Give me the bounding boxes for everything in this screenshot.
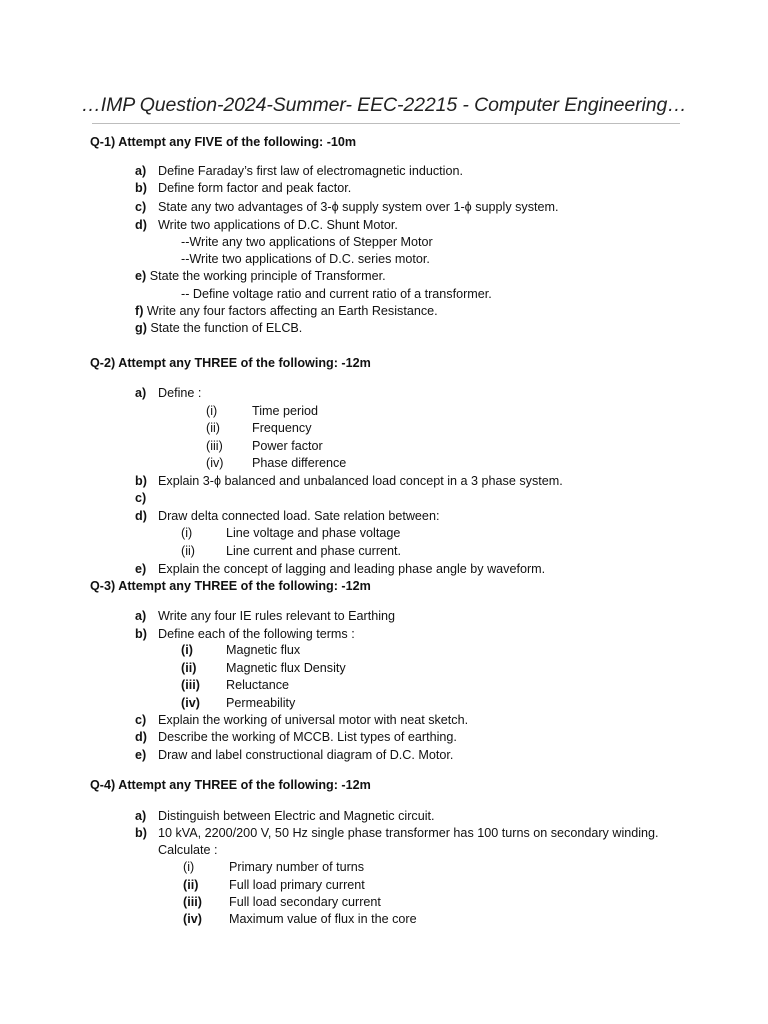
q2-item-a [135, 385, 201, 401]
item-text: Write any four factors affecting an Earth Resistance. [143, 304, 438, 318]
q3-item-c [135, 712, 468, 728]
item-label: b) [135, 474, 147, 488]
q2-a-sub-3 [206, 438, 323, 454]
q4-item-b [135, 825, 659, 841]
q2-heading: Q-2) Attempt any THREE of the following: -12m [90, 356, 371, 370]
sub-label: (ii) [206, 421, 220, 435]
sub-text: Magnetic flux [226, 643, 301, 657]
sub-text: Line voltage and phase voltage [226, 526, 401, 540]
q3-item-d [135, 729, 457, 745]
item-label: f) [135, 304, 144, 318]
q4-b-sub-1 [183, 859, 364, 875]
q3-item-e [135, 747, 453, 763]
q1-item-g [135, 320, 302, 336]
item-text: State any two advantages of 3-ϕ supply system over 1-ϕ supply system. [158, 200, 559, 214]
item-label: a) [135, 164, 147, 178]
q2-a-sub-4 [206, 455, 346, 471]
item-label: a) [135, 609, 147, 623]
sub-label: (iii) [206, 439, 223, 453]
sub-label: (i) [183, 860, 195, 874]
sub-text: Frequency [252, 421, 312, 435]
item-label: c) [135, 713, 147, 727]
item-label: d) [135, 509, 147, 523]
item-label: e) [135, 562, 147, 576]
q3-item-b [135, 626, 355, 642]
q2-item-e [135, 561, 545, 577]
q1-heading: Q-1) Attempt any FIVE of the following: -10m [90, 135, 357, 149]
sub-text: Permeability [226, 696, 296, 710]
q3-b-sub-2 [181, 660, 346, 676]
q4-b-calculate: Calculate : [158, 843, 218, 857]
document-title: …IMP Question-2024-Summer- EEC-22215 - Computer Engineering… [81, 94, 687, 116]
sub-text: Time period [252, 404, 319, 418]
sub-label: (iv) [206, 456, 224, 470]
item-text: Draw delta connected load. Sate relation between: [158, 509, 440, 523]
sub-text: Maximum value of flux in the core [229, 912, 417, 926]
item-label: e) [135, 748, 147, 762]
q2-a-sub-1 [206, 403, 318, 419]
sub-text: Phase difference [252, 456, 347, 470]
sub-text: Full load primary current [229, 878, 365, 892]
q1-item-e [135, 268, 386, 284]
q1-item-d [135, 217, 398, 233]
item-label: d) [135, 730, 147, 744]
item-label: b) [135, 627, 147, 641]
item-label: b) [135, 181, 147, 195]
q2-d-sub-2 [181, 543, 401, 559]
q1-item-b [135, 180, 351, 196]
q3-b-sub-3 [181, 677, 289, 693]
item-label: b) [135, 826, 147, 840]
item-text: Explain the concept of lagging and leading phase angle by waveform. [158, 562, 546, 576]
sub-label: (iii) [183, 895, 202, 909]
sub-label: (iv) [183, 912, 202, 926]
sub-label: (i) [181, 643, 193, 657]
q1-item-d-alt2: --Write two applications of D.C. series motor. [181, 252, 430, 266]
item-text: 10 kVA, 2200/200 V, 50 Hz single phase transformer has 100 turns on secondary winding. [158, 826, 659, 840]
item-text: Distinguish between Electric and Magnetic circuit. [158, 809, 435, 823]
item-text: State the function of ELCB. [146, 321, 303, 335]
item-label: c) [135, 491, 147, 505]
sub-label: (ii) [181, 544, 195, 558]
q4-b-sub-2 [183, 877, 365, 893]
q4-heading: Q-4) Attempt any THREE of the following: -12m [90, 778, 371, 792]
title-divider [92, 123, 680, 124]
item-label: d) [135, 218, 147, 232]
item-label: a) [135, 809, 147, 823]
q1-item-f [135, 303, 438, 319]
q2-a-sub-2 [206, 420, 312, 436]
item-label: e) [135, 269, 147, 283]
q4-b-sub-4 [183, 911, 417, 927]
q2-item-b [135, 473, 563, 489]
item-text: Draw and label constructional diagram of D.C. Motor. [158, 748, 454, 762]
item-label: g) [135, 321, 147, 335]
sub-label: (iv) [181, 696, 200, 710]
q1-item-d-alt1: --Write any two applications of Stepper Motor [181, 235, 433, 249]
sub-text: Power factor [252, 439, 323, 453]
item-text: Explain 3-ϕ balanced and unbalanced load concept in a 3 phase system. [158, 474, 563, 488]
q3-heading: Q-3) Attempt any THREE of the following: -12m [90, 579, 371, 593]
item-text: Write two applications of D.C. Shunt Motor. [158, 218, 398, 232]
item-label: a) [135, 386, 147, 400]
sub-label: (ii) [181, 661, 197, 675]
q1-item-e-alt: -- Define voltage ratio and current ratio of a transformer. [181, 287, 492, 301]
sub-label: (i) [181, 526, 193, 540]
q3-b-sub-1 [181, 642, 300, 658]
item-text: State the working principle of Transformer. [146, 269, 386, 283]
q2-item-d [135, 508, 439, 524]
item-text: Define each of the following terms : [158, 627, 355, 641]
item-text: Define form factor and peak factor. [158, 181, 352, 195]
item-text: Define Faraday’s first law of electromagnetic induction. [158, 164, 463, 178]
q4-b-sub-3 [183, 894, 381, 910]
q3-b-sub-4 [181, 695, 295, 711]
item-label: c) [135, 200, 147, 214]
q1-item-a [135, 163, 463, 179]
q4-item-a [135, 808, 435, 824]
sub-text: Full load secondary current [229, 895, 381, 909]
item-text: Write any four IE rules relevant to Earthing [158, 609, 396, 623]
item-text: Explain the working of universal motor with neat sketch. [158, 713, 469, 727]
q2-item-c [135, 490, 158, 506]
sub-label: (ii) [183, 878, 199, 892]
q3-item-a [135, 608, 395, 624]
sub-label: (iii) [181, 678, 200, 692]
sub-text: Magnetic flux Density [226, 661, 346, 675]
q1-item-c [135, 199, 559, 215]
q2-d-sub-1 [181, 525, 400, 541]
sub-label: (i) [206, 404, 218, 418]
sub-text: Reluctance [226, 678, 290, 692]
item-text: Define : [158, 386, 202, 400]
sub-text: Line current and phase current. [226, 544, 402, 558]
sub-text: Primary number of turns [229, 860, 365, 874]
item-text: Describe the working of MCCB. List types of earthing. [158, 730, 457, 744]
